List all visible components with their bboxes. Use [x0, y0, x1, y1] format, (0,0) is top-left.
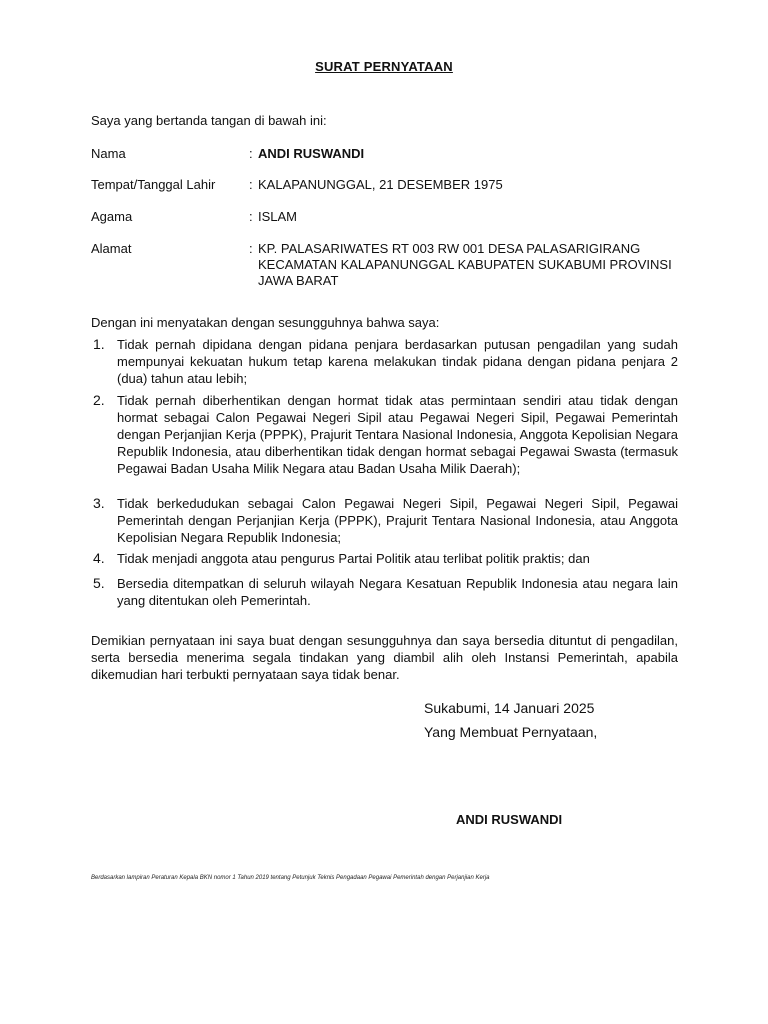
item-number: 4.: [93, 550, 105, 566]
item-number: 5.: [93, 575, 105, 591]
statement-item: [93, 550, 678, 567]
signer-name: ANDI RUSWANDI: [456, 812, 563, 827]
footnote: Berdasarkan lampiran Peraturan Kepala BKN nomor 1 Tahun 2019 tentang Petunjuk Teknis Pengadaan Pegawai Pemerintah dengan Perjanjian Kerja: [91, 875, 490, 881]
field-value: KP. PALASARIWATES RT 003 RW 001 DESA PALASARIGIRANG KECAMATAN KALAPANUNGGAL KABUPATEN SUKABUMI PROVINSI JAWA BARAT: [258, 241, 672, 288]
statement-item: [93, 575, 678, 609]
field-alamat: [91, 241, 678, 289]
item-number: 2.: [93, 392, 105, 408]
field-tempat-tanggal-lahir: [91, 177, 688, 193]
item-text: Tidak pernah diberhentikan dengan hormat tidak atas permintaan sendiri atau tidak dengan hormat sebagai Calon Pegawai Negeri Sipil atau Pegawai Negeri Sipil, Pegawai Pemerintah dengan Perjanjian Kerja (PPPK), Prajurit Tentara Nasional Indonesia, Anggota Kepolisian Negara Republik Indonesia, atau diberhentikan tidak dengan hormat sebagai Pegawai Swasta (termasuk Pegawai Badan Usaha Milik Negara atau Badan Usaha Milik Daerah);: [117, 393, 678, 476]
field-value: ISLAM: [258, 209, 298, 224]
item-text: Bersedia ditempatkan di seluruh wilayah Negara Kesatuan Republik Indonesia atau negara lain yang ditentukan oleh Pemerintah.: [117, 576, 678, 608]
field-value: KALAPANUNGGAL, 21 DESEMBER 1975: [258, 177, 503, 192]
item-number: 1.: [93, 336, 105, 352]
field-colon: :: [249, 177, 253, 192]
closing-paragraph: Demikian pernyataan ini saya buat dengan sesungguhnya dan saya bersedia dituntut di pengadilan, serta bersedia menerima segala tindakan yang diambil alih oleh Instansi Pemerintah, apabila dikemudian hari terbukti pernyataan saya tidak benar.: [91, 633, 678, 682]
field-colon: :: [249, 146, 253, 161]
field-label: Tempat/Tanggal Lahir: [91, 177, 216, 192]
item-text: Tidak berkedudukan sebagai Calon Pegawai Negeri Sipil, Pegawai Negeri Sipil, Pegawai Pemerintah dengan Perjanjian Kerja (PPPK), Prajurit Tentara Nasional Indonesia, atau Anggota Kepolisian Negara Republik Indonesia;: [117, 496, 678, 545]
document-title: SURAT PERNYATAAN: [315, 59, 453, 74]
item-number: 3.: [93, 495, 105, 511]
field-label: Alamat: [91, 241, 132, 256]
item-text: Tidak menjadi anggota atau pengurus Partai Politik atau terlibat politik praktis; dan: [117, 551, 590, 566]
field-label: Agama: [91, 209, 133, 224]
field-nama: [91, 146, 688, 162]
item-text: Tidak pernah dipidana dengan pidana penjara berdasarkan putusan pengadilan yang sudah mempunyai kekuatan hukum tetap karena melakukan tindak pidana dengan pidana penjara 2 (dua) tahun atau lebih;: [117, 337, 678, 386]
statement-item: [93, 495, 678, 546]
intro-text: Saya yang bertanda tangan di bawah ini:: [91, 113, 327, 128]
field-agama: [91, 209, 688, 225]
field-colon: :: [249, 209, 253, 224]
place-date: Sukabumi, 14 Januari 2025: [424, 700, 595, 716]
statement-lead: Dengan ini menyatakan dengan sesungguhnya bahwa saya:: [91, 315, 440, 330]
field-colon: :: [249, 241, 253, 256]
statement-item: [93, 336, 678, 387]
field-label: Nama: [91, 146, 126, 161]
maker-label: Yang Membuat Pernyataan,: [424, 724, 598, 740]
field-value: ANDI RUSWANDI: [258, 146, 365, 161]
statement-item: [93, 392, 678, 477]
